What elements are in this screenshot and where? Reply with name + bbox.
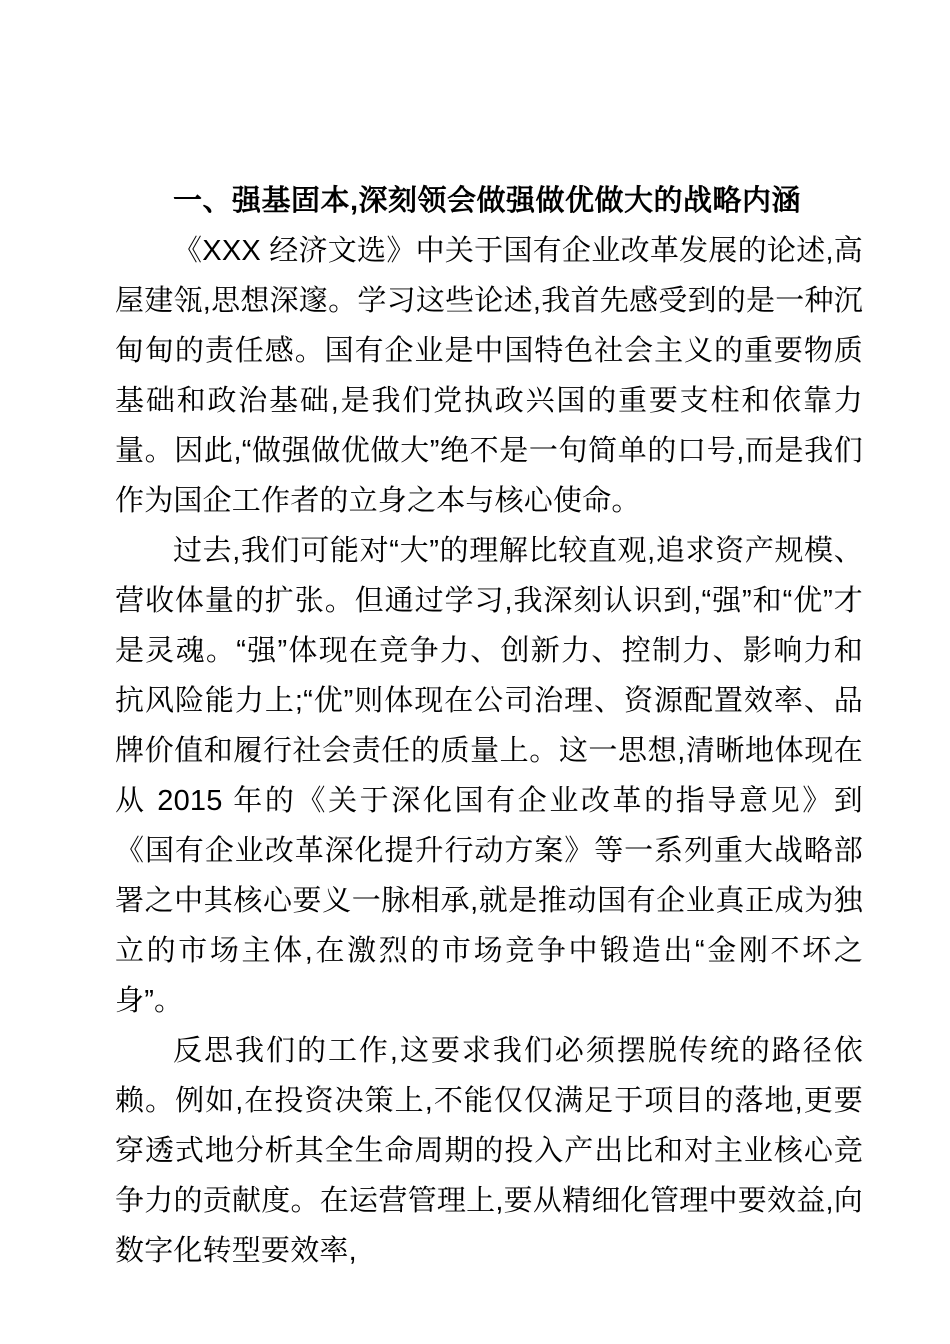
paragraph-1: 《XXX 经济文选》中关于国有企业改革发展的论述,高屋建瓴,思想深邃。学习这些论述,我首先感受到的是一种沉甸甸的责任感。国有企业是中国特色社会主义的重要物质基础和政治基础,是我们党执政兴国的重要支柱和依靠力量。因此,“做强做优做大”绝不是一句简单的口号,而是我们作为国企工作者的立身之本与核心使命。 (115, 235, 863, 517)
paragraph-2: 过去,我们可能对“大”的理解比较直观,追求资产规模、营收体量的扩张。但通过学习,我深刻认识到,“强”和“优”才是灵魂。“强”体现在竞争力、创新力、控制力、影响力和抗风险能力上;“优”则体现在公司治理、资源配置效率、品牌价值和履行社会责任的质量上。这一思想,清晰地体现在从 2015 年的《关于深化国有企业改革的指导意见》到《国有企业改革深化提升行动方案》等一系列重大战略部署之中其核心要义一脉相承,就是推动国有企业真正成为独立的市场主体,在激烈的市场竞争中锻造出“金刚不坏之身”。 (115, 535, 863, 1017)
document-content (115, 176, 863, 1276)
paragraph-3: 反思我们的工作,这要求我们必须摆脱传统的路径依赖。例如,在投资决策上,不能仅仅满足于项目的落地,更要穿透式地分析其全生命周期的投入产出比和对主业核心竞争力的贡献度。在运营管理上,要从精细化管理中要效益,向数字化转型要效率, (115, 1035, 863, 1267)
section-heading: 一、强基固本,深刻领会做强做优做大的战略内涵 (173, 185, 802, 217)
